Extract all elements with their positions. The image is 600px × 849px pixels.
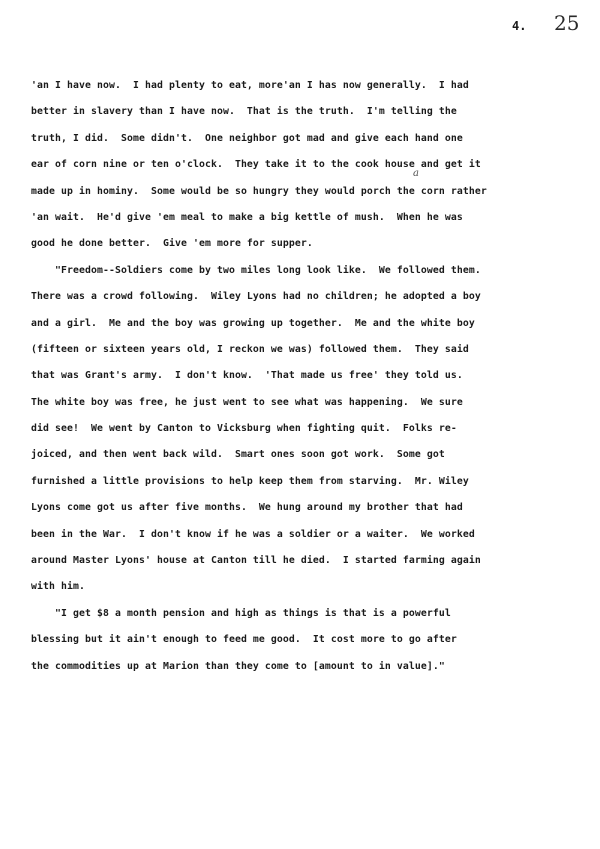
text-line: "Freedom--Soldiers come by two miles long look like. We followed them.	[31, 264, 481, 276]
handwritten-correction: a	[413, 168, 419, 179]
page-number: 25	[554, 11, 580, 35]
text-line: the commodities up at Marion than they come to [amount to in value]."	[31, 660, 445, 672]
text-line: been in the War. I don't know if he was a soldier or a waiter. We worked	[31, 528, 475, 540]
text-line: made up in hominy. Some would be so hungry they would porch the corn rather	[31, 185, 487, 197]
text-line: 'an wait. He'd give 'em meal to make a big kettle of mush. When he was	[31, 211, 463, 223]
text-line: blessing but it ain't enough to feed me good. It cost more to go after	[31, 634, 457, 646]
text-line: ear of corn nine or ten o'clock. They take it to the cook house and get it	[31, 159, 481, 171]
text-line: joiced, and then went back wild. Smart ones soon got work. Some got	[31, 449, 445, 461]
text-line: (fifteen or sixteen years old, I reckon we was) followed them. They said	[31, 343, 469, 355]
text-line: that was Grant's army. I don't know. 'That made us free' they told us.	[31, 370, 463, 382]
text-line: There was a crowd following. Wiley Lyons had no children; he adopted a boy	[31, 291, 481, 303]
text-line: Lyons come got us after five months. We hung around my brother that had	[31, 502, 463, 514]
text-line: "I get $8 a month pension and high as things is that is a powerful	[31, 607, 451, 619]
text-line: with him.	[31, 581, 85, 593]
document-body	[31, 73, 571, 680]
text-line: better in slavery than I have now. That is the truth. I'm telling the	[31, 106, 457, 118]
page-number-prefix: 4.	[512, 19, 527, 33]
text-line: and a girl. Me and the boy was growing up together. Me and the white boy	[31, 317, 475, 329]
text-line: good he done better. Give 'em more for supper.	[31, 238, 313, 250]
text-line: did see! We went by Canton to Vicksburg when fighting quit. Folks re-	[31, 423, 457, 435]
text-line: truth, I did. Some didn't. One neighbor got mad and give each hand one	[31, 132, 463, 144]
text-line: furnished a little provisions to help keep them from starving. Mr. Wiley	[31, 475, 469, 487]
text-line: 'an I have now. I had plenty to eat, more'an I has now generally. I had	[31, 80, 469, 91]
text-line: around Master Lyons' house at Canton till he died. I started farming again	[31, 555, 481, 567]
text-line: The white boy was free, he just went to see what was happening. We sure	[31, 396, 463, 408]
